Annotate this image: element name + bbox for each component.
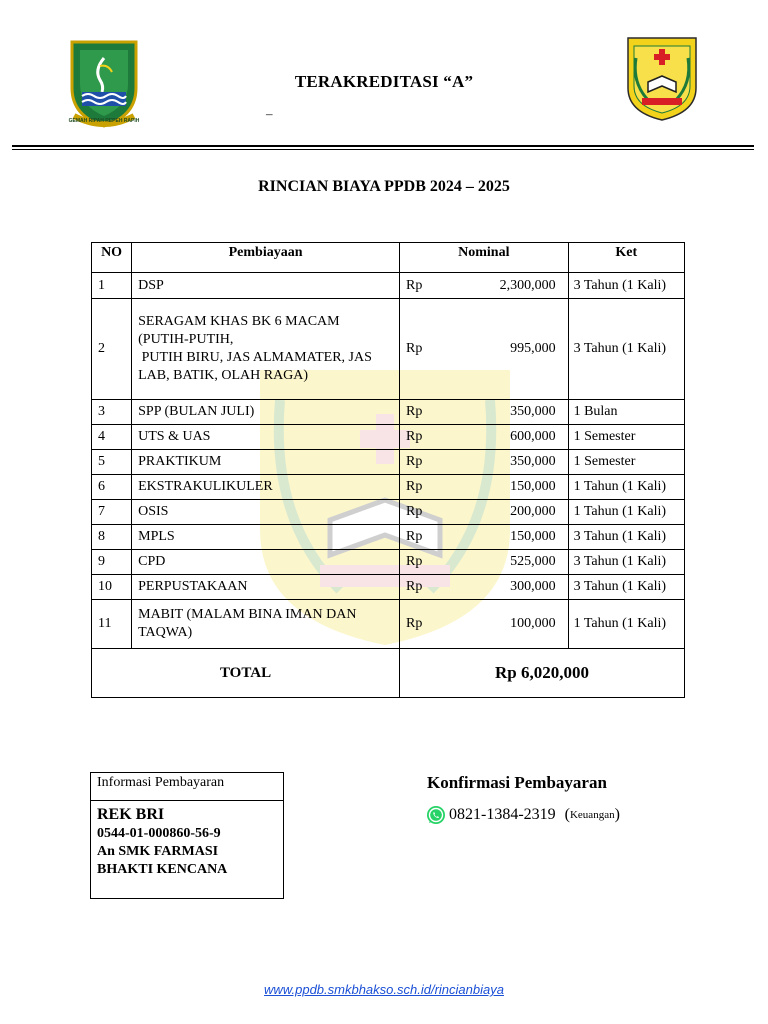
table-row (92, 299, 685, 400)
row-amount: 2,300,000 (499, 277, 556, 293)
row-currency: Rp (406, 616, 423, 631)
row-ket: 1 Tahun (1 Kali) (568, 500, 684, 525)
row-currency: Rp (406, 554, 423, 569)
row-item: PRAKTIKUM (132, 450, 400, 475)
account-number: 0544-01-000860-56-9 (97, 826, 221, 841)
row-currency: Rp (406, 579, 423, 594)
total-row (92, 649, 685, 698)
row-no: 4 (92, 425, 132, 450)
emblem-motto: GEMAH RIPAH REPEH RAPIH (68, 118, 140, 124)
fee-table (91, 242, 685, 698)
row-item (132, 600, 400, 649)
row-item: SPP (BULAN JULI) (132, 400, 400, 425)
confirmation-title: Konfirmasi Pembayaran (427, 773, 607, 792)
row-amount: 350,000 (510, 454, 556, 469)
header-ket: Ket (568, 243, 684, 273)
row-item-line: LAB, BATIK, OLAH RAGA) (138, 368, 309, 383)
row-no: 2 (92, 299, 132, 400)
row-item: UTS & UAS (132, 425, 400, 450)
row-amount: 525,000 (510, 554, 556, 569)
row-amount: 200,000 (510, 504, 556, 519)
row-item-line: PUTIH BIRU, JAS ALMAMATER, JAS (138, 350, 372, 365)
row-ket: 3 Tahun (1 Kali) (568, 525, 684, 550)
row-no: 1 (92, 273, 132, 299)
document-title: RINCIAN BIAYA PPDB 2024 – 2025 (258, 178, 510, 195)
table-row (92, 475, 685, 500)
phone-number[interactable]: 0821-1384-2319 (449, 806, 556, 823)
row-item-line: (PUTIH-PUTIH, (138, 332, 234, 347)
accreditation-heading: TERAKREDITASI “A” (294, 72, 474, 91)
row-no: 9 (92, 550, 132, 575)
row-amount: 600,000 (510, 429, 556, 444)
row-amount: 300,000 (510, 579, 556, 594)
row-ket: 1 Semester (568, 450, 684, 475)
header-no: NO (92, 243, 132, 273)
row-item: OSIS (132, 500, 400, 525)
table-row (92, 550, 685, 575)
account-holder-line-2: BHAKTI KENCANA (97, 862, 228, 877)
row-ket: 3 Tahun (1 Kali) (568, 299, 684, 400)
footer-url-link[interactable]: www.ppdb.smkbhakso.sch.id/rincianbiaya (264, 982, 504, 997)
row-currency: Rp (406, 341, 423, 356)
row-no: 6 (92, 475, 132, 500)
department-label: Keuangan (569, 809, 615, 821)
row-amount: 100,000 (510, 616, 556, 631)
row-item: PERPUSTAKAAN (132, 575, 400, 600)
row-ket: 3 Tahun (1 Kali) (568, 550, 684, 575)
bank-name: REK BRI (97, 806, 165, 823)
row-currency: Rp (406, 277, 423, 293)
row-currency: Rp (406, 529, 423, 544)
row-ket: 3 Tahun (1 Kali) (568, 273, 684, 299)
row-no: 5 (92, 450, 132, 475)
dept-close-paren: ) (614, 806, 620, 823)
row-item: DSP (132, 273, 400, 299)
header-divider-thick (12, 145, 754, 147)
row-no: 11 (92, 600, 132, 649)
row-ket: 3 Tahun (1 Kali) (568, 575, 684, 600)
row-no: 8 (92, 525, 132, 550)
header-dash: – (266, 106, 273, 121)
row-ket: 1 Semester (568, 425, 684, 450)
row-item: EKSTRAKULIKULER (132, 475, 400, 500)
row-amount: 150,000 (510, 479, 556, 494)
account-holder-line-1: An SMK FARMASI (97, 844, 219, 859)
row-currency: Rp (406, 404, 423, 419)
row-currency: Rp (406, 504, 423, 519)
payment-info-box (90, 772, 284, 899)
row-no: 3 (92, 400, 132, 425)
row-item: CPD (132, 550, 400, 575)
table-row (92, 450, 685, 475)
row-amount: 150,000 (510, 529, 556, 544)
row-item-line: SERAGAM KHAS BK 6 MACAM (138, 314, 340, 329)
confirmation-contact (426, 805, 620, 825)
row-currency: Rp (406, 454, 423, 469)
table-row (92, 525, 685, 550)
table-row (92, 575, 685, 600)
row-ket: 1 Tahun (1 Kali) (568, 600, 684, 649)
payment-info-heading: Informasi Pembayaran (91, 773, 283, 801)
table-row (92, 400, 685, 425)
table-row (92, 273, 685, 299)
header-item: Pembiayaan (132, 243, 400, 273)
row-ket: 1 Bulan (568, 400, 684, 425)
row-item: MPLS (132, 525, 400, 550)
row-ket: 1 Tahun (1 Kali) (568, 475, 684, 500)
row-item-line: TAQWA) (138, 625, 193, 640)
row-item-line: MABIT (MALAM BINA IMAN DAN (138, 607, 357, 622)
row-item (132, 299, 400, 400)
row-amount: 350,000 (510, 404, 556, 419)
row-currency: Rp (406, 429, 423, 444)
total-label: TOTAL (92, 649, 400, 698)
table-row (92, 500, 685, 525)
table-row (92, 600, 685, 649)
table-row (92, 425, 685, 450)
row-no: 10 (92, 575, 132, 600)
dept-open-paren: ( (564, 806, 570, 823)
total-value: Rp 6,020,000 (400, 649, 685, 698)
header-divider-thin (12, 149, 754, 150)
whatsapp-icon (426, 805, 446, 825)
header-nominal: Nominal (400, 243, 569, 273)
row-amount: 995,000 (510, 341, 556, 356)
row-no: 7 (92, 500, 132, 525)
row-currency: Rp (406, 479, 423, 494)
